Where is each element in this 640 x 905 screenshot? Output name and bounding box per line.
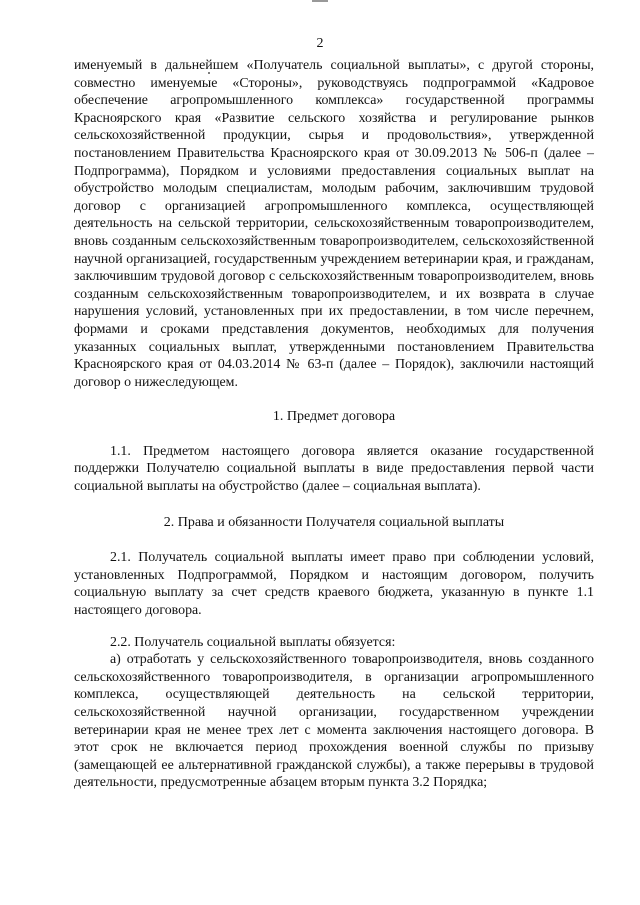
scan-mark: [312, 0, 328, 2]
section-2-heading: 2. Права и обязанности Получателя социальной выплаты: [163, 514, 505, 530]
section-1-heading: 1. Предмет договора: [272, 409, 396, 425]
clause-2-2-a: а) отработать у сельскохозяйственного товаропроизводителя, вновь созданного сельскохозяйственного товаропроизводителя, в организации агропромышленного комплекса, осуществляющей деятельность на сельской территории, сельскохозяйственной научной организации, государственном учреждении ветеринарии края не менее трех лет с момента заключения настоящего договора. В этот срок не включается период прохождения военной службы по призыву (замещающей ее альтернативной гражданской службы), а также перерывы в трудовой деятельности, предусмотренные абзацем вторым пункта 3.2 Порядка;: [74, 652, 594, 791]
clause-1-1: 1.1. Предметом настоящего договора является оказание государственной поддержки Получателю социальной выплаты в виде предоставления первой части социальной выплаты на обустройство (далее – социальная выплата).: [74, 443, 594, 495]
clause-2-1: 2.1. Получатель социальной выплаты имеет право при соблюдении условий, установленных Подпрограммой, Порядком и настоящим договором, получить социальную выплату за счет средств краевого бюджета, указанную в пункте 1.1 настоящего договора.: [74, 550, 594, 619]
document-body: [74, 57, 594, 792]
clause-2-2: 2.2. Получатель социальной выплаты обязуется:: [110, 634, 396, 650]
page-number: 2: [316, 36, 324, 51]
intro-paragraph: именуемый в дальнейшем «Получатель социальной выплаты», с другой стороны, совместно именуемые «Стороны», руководствуясь подпрограммой «Кадровое обеспечение агропромышленного комплекса» государственной программы Красноярского края «Развитие сельского хозяйства и регулирование рынков сельскохозяйственной продукции, сырья и продовольствия», утвержденной постановлением Правительства Красноярского края от 30.09.2013 № 506-п (далее – Подпрограмма), Порядком и условиями предоставления социальных выплат на обустройство молодым специалистам, молодым рабочим, заключившим трудовой договор с организацией агропромышленного комплекса, осуществляющей деятельность на сельской территории, сельскохозяйственным товаропроизводителем, вновь созданным сельскохозяйственным товаропроизводителем, сельскохозяйственной научной организацией, государственным учреждением ветеринарии края, и гражданам, заключившим трудовой договор с сельскохозяйственным товаропроизводителем, вновь созданным сельскохозяйственным товаропроизводителем, и их возврата в случае нарушения условий, установленных при их предоставлении, в том числе перечнем, формами и сроками представления документов, необходимых для получения указанных социальных выплат, утвержденными постановлением Правительства Красноярского края от 04.03.2014 № 63-п (далее – Порядок), заключили настоящий договор о нижеследующем.: [74, 58, 594, 390]
